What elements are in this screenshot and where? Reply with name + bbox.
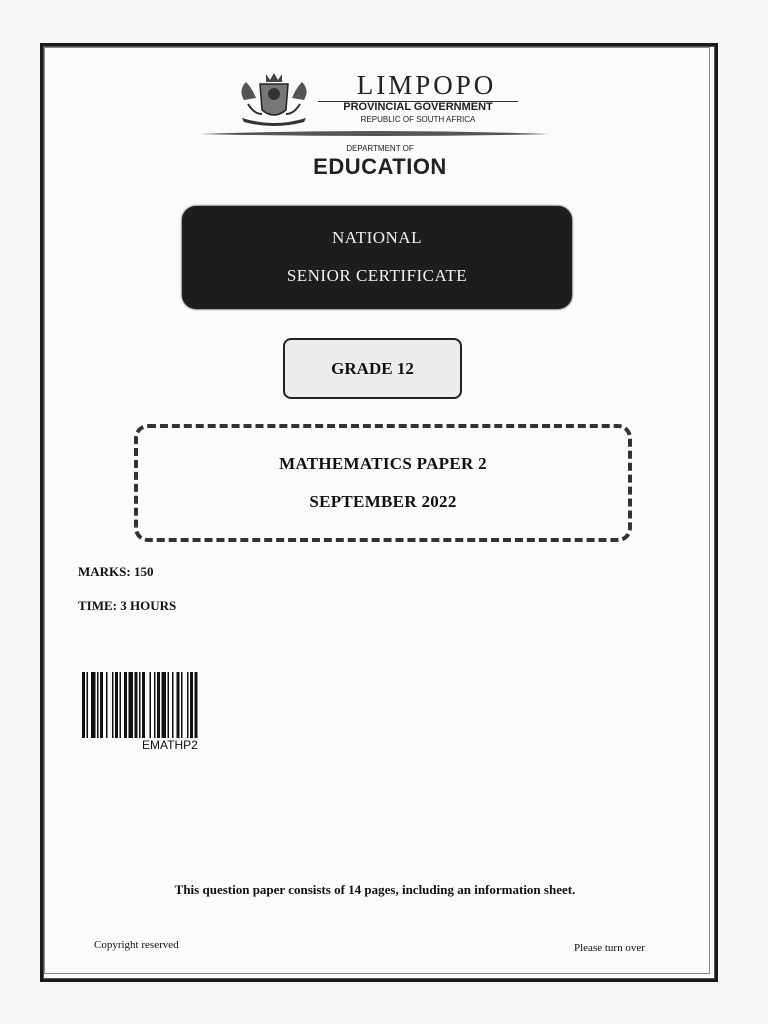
barcode-bar [162, 672, 167, 738]
barcode-bar [142, 672, 145, 738]
barcode-bar [154, 672, 156, 738]
banner-line-national: NATIONAL [332, 228, 422, 247]
barcode-bar [190, 672, 193, 738]
barcode-bar [139, 672, 141, 738]
barcode-label: EMATHP2 [142, 738, 198, 752]
barcode-bar [177, 672, 180, 738]
barcode-bar [106, 672, 108, 738]
coat-of-arms-icon [234, 70, 314, 128]
header-swoosh [200, 128, 550, 140]
barcode-bar [135, 672, 138, 738]
banner-line-certificate: SENIOR CERTIFICATE [286, 266, 468, 285]
barcode-icon [82, 672, 268, 738]
barcode-bar [115, 672, 118, 738]
department-name: EDUCATION [313, 154, 447, 179]
barcode-bar [181, 672, 183, 738]
barcode-bar [120, 672, 122, 738]
subject-title: MATHEMATICS PAPER 2 [279, 454, 487, 473]
barcode-bar [150, 672, 152, 738]
turn-over-note: Please turn over [574, 942, 645, 954]
barcode-bar [157, 672, 160, 738]
barcode-bar [100, 672, 103, 738]
barcode-bar [187, 672, 189, 738]
barcode-bar [91, 672, 96, 738]
grade-box: GRADE 12 [283, 338, 462, 399]
copyright-note: Copyright reserved [94, 939, 179, 951]
page-count-note: This question paper consists of 14 pages, including an information sheet. [174, 882, 576, 897]
time-label: TIME: 3 HOURS [78, 598, 177, 613]
org-subtitle: PROVINCIAL GOVERNMENT [343, 101, 493, 113]
barcode-bar [124, 672, 127, 738]
department-label: DEPARTMENT OF [346, 144, 414, 153]
barcode-bar [97, 672, 99, 738]
marks-label: MARKS: 150 [78, 564, 154, 579]
barcode-bar [82, 672, 85, 738]
barcode-bar [172, 672, 174, 738]
barcode-bar [87, 672, 89, 738]
org-name: LIMPOPO [356, 70, 497, 100]
subject-date: SEPTEMBER 2022 [309, 492, 457, 511]
barcode-bar [195, 672, 198, 738]
subject-box [134, 424, 632, 542]
org-country: REPUBLIC OF SOUTH AFRICA [360, 115, 476, 124]
certificate-banner [182, 206, 572, 309]
barcode-bar [129, 672, 134, 738]
barcode-bar [112, 672, 114, 738]
barcode-bar [168, 672, 170, 738]
